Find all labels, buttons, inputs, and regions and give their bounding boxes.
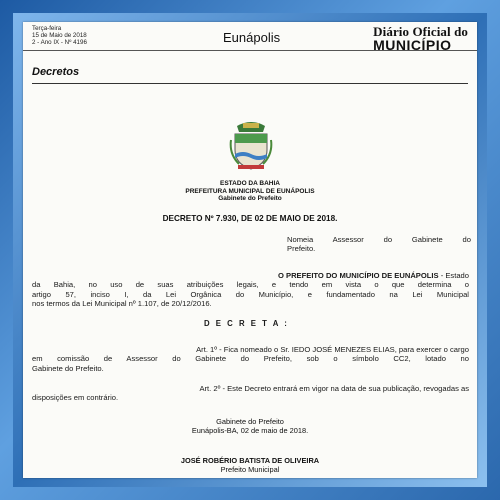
section-title: Decretos	[32, 66, 80, 78]
art1-line3: Gabinete do Prefeito.	[32, 363, 104, 373]
closing-place: Gabinete do Prefeito	[216, 417, 284, 426]
gazette-header	[23, 22, 477, 51]
heading-prefecture: PREFEITURA MUNICIPAL DE EUNÁPOLIS	[185, 187, 315, 195]
gazette-logo-line1: Diário Oficial do	[373, 24, 468, 39]
art2-line2: disposições em contrário.	[32, 393, 119, 403]
decree-title: DECRETO Nº 7.930, DE 02 DE MAIO DE 2018.	[162, 214, 338, 223]
city-name: Eunápolis	[223, 30, 281, 45]
article-2	[32, 384, 469, 403]
art1-line2: em comissão de Assessor do Gabinete do Prefeito, sob o símbolo CC2, lotado no	[32, 354, 469, 364]
decreta-heading: D E C R E T A :	[204, 319, 289, 328]
document-page	[23, 22, 477, 478]
municipal-crest-icon	[229, 120, 273, 170]
preamble-line4: nos termos da Lei Municipal nº 1.107, de 20/12/2016.	[32, 298, 212, 308]
art1-line1: Art. 1º - Fica nomeado o Sr. IEDO JOSÉ MENEZES ELIAS, para exercer o cargo	[196, 345, 469, 354]
edition-date: 15 de Maio de 2018	[32, 32, 87, 39]
edition-number: 2 - Ano IX - Nº 4196	[32, 39, 87, 46]
heading-state: ESTADO DA BAHIA	[220, 180, 280, 187]
closing-date: Eunápolis-BA, 02 de maio de 2018.	[191, 426, 309, 435]
heading-block	[23, 180, 477, 203]
edition-info	[32, 25, 87, 46]
edition-day: Terça-feira	[32, 25, 62, 32]
preamble-line2: da Bahia, no uso de suas atribuições legais, e tendo em vista o que determina o	[32, 280, 469, 290]
heading-cabinet: Gabinete do Prefeito	[218, 195, 282, 202]
ementa	[287, 235, 471, 254]
preamble	[32, 271, 469, 308]
signatory-title: Prefeito Municipal	[220, 465, 280, 474]
art2-line1: Art. 2º - Este Decreto entrará em vigor na data de sua publicação, revogadas as	[199, 384, 469, 393]
preamble-lead: O PREFEITO DO MUNICÍPIO DE EUNÁPOLIS	[277, 271, 439, 280]
gazette-logo-line2: MUNICÍPIO	[373, 37, 452, 53]
gazette-logo	[373, 24, 468, 53]
preamble-line1	[32, 271, 469, 280]
closing-block	[23, 417, 477, 435]
signatory-name: JOSÉ ROBÉRIO BATISTA DE OLIVEIRA	[180, 456, 320, 465]
preamble-line3: artigo 57, inciso I, da Lei Orgânica do Município, e fundamentado na Lei Municipal	[32, 289, 469, 299]
section-heading	[32, 62, 468, 84]
article-1	[32, 345, 469, 373]
ementa-line1: Nomeia Assessor do Gabinete do	[287, 235, 471, 244]
ementa-line2: Prefeito.	[287, 244, 316, 254]
signature-block	[23, 456, 477, 474]
preamble-rest: - Estado	[438, 271, 469, 280]
